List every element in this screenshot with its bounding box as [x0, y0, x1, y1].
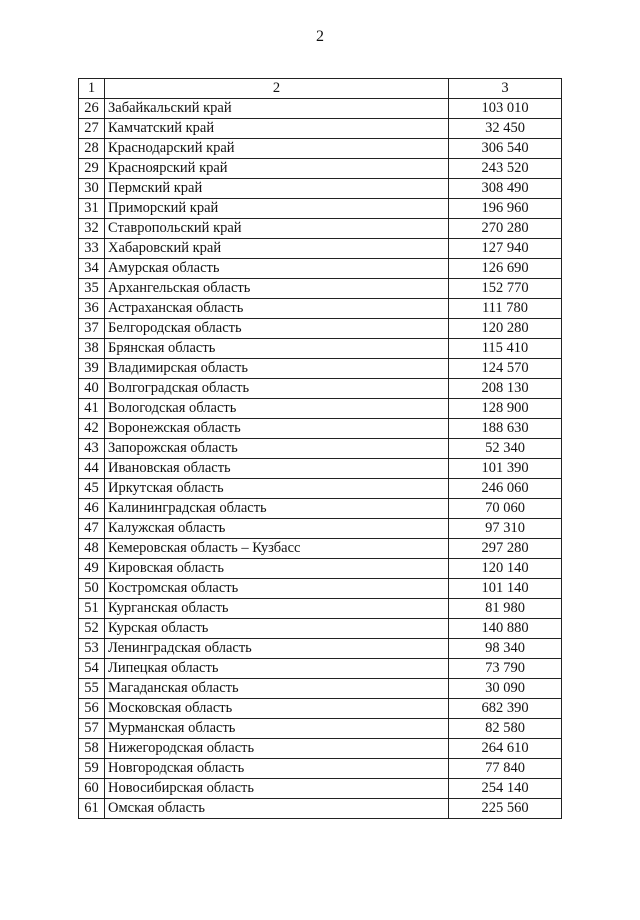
table-row	[79, 279, 562, 299]
table-row	[79, 619, 562, 639]
table-row	[79, 699, 562, 719]
value-cell: 196 960	[449, 199, 562, 219]
row-number-cell: 37	[79, 319, 105, 339]
header-cell-value: 3	[449, 79, 562, 99]
table-row	[79, 179, 562, 199]
row-number-cell: 27	[79, 119, 105, 139]
region-name-cell: Астраханская область	[105, 299, 449, 319]
table-row	[79, 319, 562, 339]
table-row	[79, 759, 562, 779]
header-cell-number: 1	[79, 79, 105, 99]
table-row	[79, 519, 562, 539]
table-row	[79, 479, 562, 499]
value-cell: 243 520	[449, 159, 562, 179]
table-row	[79, 419, 562, 439]
table-row	[79, 219, 562, 239]
table-row	[79, 359, 562, 379]
row-number-cell: 46	[79, 499, 105, 519]
table-row	[79, 459, 562, 479]
table-row	[79, 719, 562, 739]
row-number-cell: 30	[79, 179, 105, 199]
row-number-cell: 58	[79, 739, 105, 759]
row-number-cell: 43	[79, 439, 105, 459]
table-row	[79, 339, 562, 359]
table-row	[79, 399, 562, 419]
region-name-cell: Курская область	[105, 619, 449, 639]
value-cell: 111 780	[449, 299, 562, 319]
row-number-cell: 26	[79, 99, 105, 119]
value-cell: 188 630	[449, 419, 562, 439]
table-row	[79, 199, 562, 219]
table-row	[79, 299, 562, 319]
value-cell: 82 580	[449, 719, 562, 739]
value-cell: 70 060	[449, 499, 562, 519]
region-name-cell: Новгородская область	[105, 759, 449, 779]
value-cell: 32 450	[449, 119, 562, 139]
value-cell: 52 340	[449, 439, 562, 459]
row-number-cell: 53	[79, 639, 105, 659]
value-cell: 97 310	[449, 519, 562, 539]
row-number-cell: 42	[79, 419, 105, 439]
value-cell: 30 090	[449, 679, 562, 699]
region-name-cell: Кировская область	[105, 559, 449, 579]
region-name-cell: Костромская область	[105, 579, 449, 599]
value-cell: 98 340	[449, 639, 562, 659]
region-name-cell: Белгородская область	[105, 319, 449, 339]
region-name-cell: Кемеровская область – Кузбасс	[105, 539, 449, 559]
region-name-cell: Курганская область	[105, 599, 449, 619]
region-name-cell: Владимирская область	[105, 359, 449, 379]
region-name-cell: Ивановская область	[105, 459, 449, 479]
value-cell: 120 140	[449, 559, 562, 579]
table-row	[79, 639, 562, 659]
region-name-cell: Нижегородская область	[105, 739, 449, 759]
region-name-cell: Забайкальский край	[105, 99, 449, 119]
table-row	[79, 679, 562, 699]
row-number-cell: 33	[79, 239, 105, 259]
region-name-cell: Ленинградская область	[105, 639, 449, 659]
value-cell: 77 840	[449, 759, 562, 779]
table-row	[79, 599, 562, 619]
value-cell: 225 560	[449, 799, 562, 819]
table-row	[79, 259, 562, 279]
table-row	[79, 579, 562, 599]
row-number-cell: 45	[79, 479, 105, 499]
value-cell: 254 140	[449, 779, 562, 799]
value-cell: 270 280	[449, 219, 562, 239]
table-row	[79, 119, 562, 139]
row-number-cell: 29	[79, 159, 105, 179]
row-number-cell: 44	[79, 459, 105, 479]
value-cell: 208 130	[449, 379, 562, 399]
region-name-cell: Пермский край	[105, 179, 449, 199]
row-number-cell: 61	[79, 799, 105, 819]
region-name-cell: Магаданская область	[105, 679, 449, 699]
row-number-cell: 60	[79, 779, 105, 799]
value-cell: 682 390	[449, 699, 562, 719]
region-name-cell: Волгоградская область	[105, 379, 449, 399]
value-cell: 128 900	[449, 399, 562, 419]
table-row	[79, 799, 562, 819]
value-cell: 73 790	[449, 659, 562, 679]
table-row	[79, 379, 562, 399]
value-cell: 140 880	[449, 619, 562, 639]
region-name-cell: Липецкая область	[105, 659, 449, 679]
row-number-cell: 47	[79, 519, 105, 539]
row-number-cell: 54	[79, 659, 105, 679]
region-name-cell: Амурская область	[105, 259, 449, 279]
row-number-cell: 38	[79, 339, 105, 359]
region-name-cell: Московская область	[105, 699, 449, 719]
data-table	[78, 78, 562, 819]
row-number-cell: 51	[79, 599, 105, 619]
row-number-cell: 55	[79, 679, 105, 699]
table-row	[79, 159, 562, 179]
region-name-cell: Мурманская область	[105, 719, 449, 739]
table-row	[79, 439, 562, 459]
value-cell: 101 390	[449, 459, 562, 479]
region-name-cell: Красноярский край	[105, 159, 449, 179]
region-name-cell: Архангельская область	[105, 279, 449, 299]
row-number-cell: 32	[79, 219, 105, 239]
region-name-cell: Калужская область	[105, 519, 449, 539]
region-name-cell: Омская область	[105, 799, 449, 819]
table-row	[79, 99, 562, 119]
table-row	[79, 739, 562, 759]
row-number-cell: 52	[79, 619, 105, 639]
region-name-cell: Новосибирская область	[105, 779, 449, 799]
region-name-cell: Ставропольский край	[105, 219, 449, 239]
row-number-cell: 40	[79, 379, 105, 399]
table-row	[79, 559, 562, 579]
table-row	[79, 239, 562, 259]
value-cell: 152 770	[449, 279, 562, 299]
value-cell: 127 940	[449, 239, 562, 259]
value-cell: 264 610	[449, 739, 562, 759]
table-row	[79, 139, 562, 159]
row-number-cell: 48	[79, 539, 105, 559]
row-number-cell: 31	[79, 199, 105, 219]
table-row	[79, 779, 562, 799]
region-name-cell: Брянская область	[105, 339, 449, 359]
region-name-cell: Приморский край	[105, 199, 449, 219]
value-cell: 306 540	[449, 139, 562, 159]
table-row	[79, 539, 562, 559]
value-cell: 124 570	[449, 359, 562, 379]
region-name-cell: Хабаровский край	[105, 239, 449, 259]
value-cell: 115 410	[449, 339, 562, 359]
region-name-cell: Калининградская область	[105, 499, 449, 519]
table-row	[79, 499, 562, 519]
value-cell: 308 490	[449, 179, 562, 199]
row-number-cell: 39	[79, 359, 105, 379]
region-name-cell: Воронежская область	[105, 419, 449, 439]
value-cell: 81 980	[449, 599, 562, 619]
row-number-cell: 56	[79, 699, 105, 719]
value-cell: 246 060	[449, 479, 562, 499]
value-cell: 103 010	[449, 99, 562, 119]
row-number-cell: 36	[79, 299, 105, 319]
row-number-cell: 28	[79, 139, 105, 159]
row-number-cell: 49	[79, 559, 105, 579]
row-number-cell: 41	[79, 399, 105, 419]
region-name-cell: Вологодская область	[105, 399, 449, 419]
row-number-cell: 57	[79, 719, 105, 739]
value-cell: 101 140	[449, 579, 562, 599]
value-cell: 126 690	[449, 259, 562, 279]
header-cell-name: 2	[105, 79, 449, 99]
table-row	[79, 659, 562, 679]
row-number-cell: 35	[79, 279, 105, 299]
region-name-cell: Краснодарский край	[105, 139, 449, 159]
region-name-cell: Запорожская область	[105, 439, 449, 459]
value-cell: 120 280	[449, 319, 562, 339]
value-cell: 297 280	[449, 539, 562, 559]
row-number-cell: 34	[79, 259, 105, 279]
table-body	[79, 79, 562, 819]
region-name-cell: Иркутская область	[105, 479, 449, 499]
row-number-cell: 59	[79, 759, 105, 779]
row-number-cell: 50	[79, 579, 105, 599]
page-number: 2	[316, 28, 324, 45]
table-header-row	[79, 79, 562, 99]
region-name-cell: Камчатский край	[105, 119, 449, 139]
